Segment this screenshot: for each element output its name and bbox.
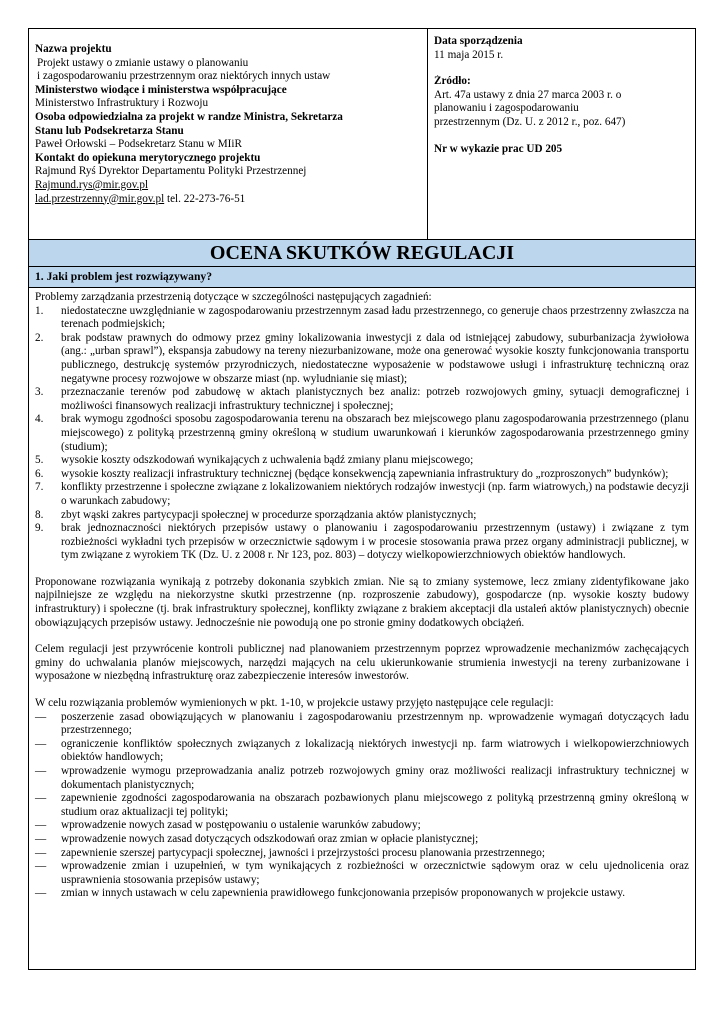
regulation-target-text: ograniczenie konfliktów społecznych związanych z lokalizacją niektórych inwestycji np. farm wiatrowych i wielkopowierzchniowych obiektów handlowych; [61,737,689,764]
regulation-target-item [35,847,689,861]
em-dash-bullet: — [35,710,47,723]
regulation-goal-paragraph: Celem regulacji jest przywrócenie kontroli publicznej nad planowaniem przestrzennym poprzez wprowadzenie mechanizmów zachęcających gminy do uchwalania planów miejscowych, narzędzi mających na celu ukierunkowanie strumienia inwestycji na tereny zurbanizowane i wyposażone w niezbędną infrastrukturę oraz zabezpieczenie interesów inwestorów. [35,643,689,683]
date-value: 11 maja 2015 r. [434,48,504,61]
source-line3: przestrzennym (Dz. U. z 2012 r., poz. 647) [434,115,626,128]
contact-email-link-2[interactable]: lad.przestrzenny@mir.gov.pl [35,192,165,205]
problem-number: 1. [35,304,44,317]
contact-name: Rajmund Ryś Dyrektor Departamentu Polityki Przestrzennej [35,165,307,178]
regulation-target-text: poszerzenie zasad obowiązujących w planowaniu i zagospodarowaniu przestrzennym np. wprowadzenie wymagań dotyczących ładu przestrzennego; [61,710,689,737]
document-frame [28,28,696,970]
source-line2: planowaniu i zagospodarowaniu [434,102,579,115]
regulation-targets-intro: W celu rozwiązania problemów wymienionych w pkt. 1-10, w projekcie ustawy przyjęto następujące cele regulacji: [35,697,554,710]
problem-number: 3. [35,386,44,399]
problem-item [35,509,689,523]
regulation-target-text: zmian w innych ustawach w celu zapewnienia prawidłowego funkcjonowania przepisów proponowanych w projekcie ustawy. [61,887,626,900]
source-label: Źródło: [434,75,471,88]
em-dash-bullet: — [35,860,47,873]
regulation-target-item [35,792,689,819]
problem-number: 7. [35,481,44,494]
problem-number: 2. [35,331,44,344]
regulation-targets-list [35,711,689,901]
ministry-label: Ministerstwo wiodące i ministerstwa współpracujące [35,83,287,96]
source-line1: Art. 47a ustawy z dnia 27 marca 2003 r. o [434,88,622,101]
problem-text: zbyt wąski zakres partycypacji społecznej w procedurze sporządzania aktów planistycznych; [61,508,477,521]
problem-item [35,305,689,332]
contact-email-row [35,193,421,207]
em-dash-bullet: — [35,887,47,900]
problem-text: przeznaczanie terenów pod zabudowę w aktach planistycznych bez analiz: potrzeb rozwojowych gminy, sytuacji demograficznej i możliwości finansowych realizacji infrastruktury technicznej i społecznej; [61,386,689,412]
problem-text: wysokie koszty realizacji infrastruktury technicznej (będące konsekwencją zapewniania infrastruktury do „rozproszonych” budynków); [61,467,669,480]
contact-phone: tel. 22-273-76-51 [164,192,246,205]
problem-item [35,522,689,563]
header-table [29,29,695,240]
regulation-target-item [35,887,689,901]
regulation-target-item [35,738,689,765]
regulation-target-item [35,833,689,847]
document-meta-cell [428,29,695,239]
regulation-target-text: wprowadzenie nowych zasad dotyczących odszkodowań oraz zmian w opłacie planistycznej; [61,832,479,845]
problem-text: konflikty przestrzenne i społeczne związane z lokalizowaniem niektórych rodzajów inwestycji (np. farm wiatrowych,) na podstawie decyzji o warunkach zabudowy; [61,481,689,507]
regulation-target-text: wprowadzenie wymogu przeprowadzania analiz potrzeb rozwojowych gminy oraz możliwości realizacji infrastruktury technicznej w dokumentach planistycznych; [61,765,689,791]
problem-text: brak wymogu zgodności sposobu zagospodarowania terenu na obszarach bez miejscowego planu zagospodarowania przestrzennego (planu miejscowego) z polityką przestrzenną gminy określoną w studium uwarunkowań i kierunków zagospodarowania przestrzennego gminy (studium); [61,413,689,453]
problem-number: 6. [35,467,44,480]
project-name-line2: i zagospodarowaniu przestrzennym oraz niektórych innych ustaw [37,70,331,83]
regulation-target-text: wprowadzenie nowych zasad w postępowaniu o ustalenie warunków zabudowy; [61,819,421,832]
regulation-target-item [35,765,689,792]
problem-number: 4. [35,413,44,426]
problems-list [35,305,689,563]
document-title: OCENA SKUTKÓW REGULACJI [29,240,695,267]
project-name-label: Nazwa projektu [35,43,112,55]
problem-text: niedostateczne uwzględnianie w zagospodarowaniu przestrzennym zasad ładu przestrzennego, co generuje chaos przestrzenny zwłaszcza na terenach podmiejskich; [61,304,689,331]
registry-number: Nr w wykazie prac UD 205 [434,142,563,155]
date-label: Data sporządzenia [434,35,523,47]
em-dash-bullet: — [35,765,47,777]
problem-item [35,481,689,508]
regulation-target-text: zapewnienie szerszej partycypacji społecznej, jawności i przejrzystości procesu planowania przestrzennego; [61,846,545,859]
em-dash-bullet: — [35,792,47,805]
responsible-label-line2: Stanu lub Podsekretarza Stanu [35,124,184,137]
problem-item [35,386,689,413]
problem-item [35,413,689,454]
project-name-line1: Projekt ustawy o zmianie ustawy o planowaniu [37,56,249,69]
section-1-content [29,288,695,901]
regulation-target-text: zapewnienie zgodności zagospodarowania na obszarach pozbawionych planu miejscowego z polityką przestrzenną gminy określoną w studium oraz aktualizacji tej polityki; [61,792,689,818]
contact-label: Kontakt do opiekuna merytorycznego projektu [35,151,261,164]
regulation-target-item [35,819,689,833]
problem-item [35,332,689,386]
regulation-target-text: wprowadzenie zmian i uzupełnień, w tym wynikających z rozbieżności w orzecznictwie sądowym oraz w celu ujednolicenia oraz usprawnienia stosowania przepisów ustawy; [61,860,689,886]
em-dash-bullet: — [35,846,47,859]
problem-item [35,454,689,468]
problem-item [35,468,689,482]
em-dash-bullet: — [35,832,47,845]
regulation-target-item [35,860,689,887]
regulation-target-item [35,711,689,738]
problem-number: 8. [35,508,44,521]
problem-text: brak podstaw prawnych do odmowy przez gminy lokalizowania inwestycji z dala od istniejącej zabudowy, suburbanizacja żywiołowa (ang.: „urban sprawl”), ekspansja zabudowy na tereny niezurbanizowane, może ona generować wysokie koszty funkcjonowania transportu publicznego, destrukcję systemów przyrodniczych, niedostateczne wyposażenie w podstawowe usługi i infrastrukturę techniczną oraz negatywne procesy rozwojowe w obszarze miast (np. wyludnianie się miast); [61,331,689,385]
em-dash-bullet: — [35,819,47,832]
responsible-label-line1: Osoba odpowiedzialna za projekt w randze Ministra, Sekretarza [35,110,343,123]
problems-intro: Problemy zarządzania przestrzenią dotyczące w szczególności następujących zagadnień: [35,291,432,303]
problem-text: wysokie koszty odszkodowań wynikających z uchwalenia bądź zmiany planu miejscowego; [61,454,474,467]
contact-email-link-1[interactable]: Rajmund.rys@mir.gov.pl [35,178,149,191]
problem-number: 9. [35,522,44,535]
proposed-solutions-paragraph: Proponowane rozwiązania wynikają z potrzeby dokonania szybkich zmian. Nie są to zmiany systemowe, lecz zmiany zidentyfikowane jako najpilniejsze ze względu na niekorzystne skutki przestrzenne (np. rozproszenie zabudowy), gospodarcze (np. wysokie koszty budowy infrastruktury) i społeczne (tj. brak infrastruktury społecznej, konflikty związane z brakiem akceptacji dla ustaleń aktów planistycznych) obecnie obowiązujących przepisów ustawy. Jednocześnie nie powodują one po stronie gminy dodatkowych obciążeń. [35,575,689,629]
project-info-cell [29,29,428,239]
ministry-value: Ministerstwo Infrastruktury i Rozwoju [35,97,209,110]
section-1-title: 1. Jaki problem jest rozwiązywany? [29,267,695,288]
responsible-value: Paweł Orłowski – Podsekretarz Stanu w MIiR [35,138,242,151]
problem-text: brak jednoznaczności niektórych przepisów ustawy o planowaniu i zagospodarowaniu przestrzennym (ustawy) i związane z tym rozbieżności wykładni tych przepisów w orzecznictwie sądowym i w procesie stosowania prawa przez organy administracji publicznej, w tym związane z wyrokiem TK (Dz. U. z 2008 r. Nr 123, poz. 803) – dotyczy wielkopowierzchniowych obiektów handlowych. [61,522,689,562]
problem-number: 5. [35,454,44,467]
em-dash-bullet: — [35,737,47,750]
